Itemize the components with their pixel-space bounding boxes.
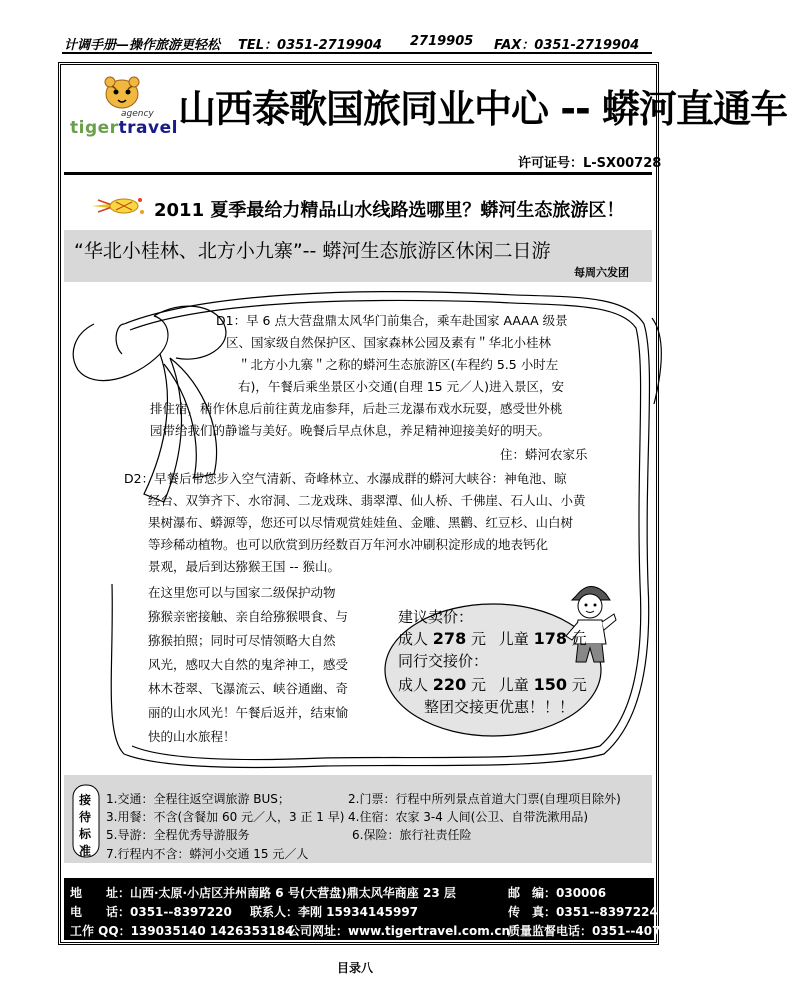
- inclusion-item-2: 2.门票：行程中所列景点首道大门票(自理项目除外): [348, 792, 621, 806]
- peer-price-label: 同行交接价：: [398, 652, 489, 670]
- itinerary-d1-line-6: 园带给我们的静谧与美好。晚餐后早点休息，养足精神迎接美好的明天。: [150, 423, 551, 438]
- inclusion-item-1: 1.交通：全程往返空调旅游 BUS；: [106, 792, 290, 806]
- header-fax: FAX：0351-2719904: [494, 38, 640, 53]
- itinerary-d1-stay: 住：蟒河农家乐: [500, 447, 588, 462]
- footer-phone: 电 话：0351--8397220: [70, 905, 232, 919]
- itinerary-d2-line-3: 果树瀑布、蟒源等，您还可以尽情观赏娃娃鱼、金雕、黑鹳、红豆杉、山白树: [148, 515, 574, 530]
- inclusion-item-7: 7.行程内不含：蟒河小交通 15 元／人: [106, 847, 309, 861]
- logo-travel: travel: [118, 118, 178, 138]
- itinerary-d2-line-7: 猕猴亲密接触、亲自给猕猴喂食、与: [148, 609, 349, 624]
- header-divider: [62, 52, 652, 54]
- peer-child-price: 150: [533, 675, 567, 694]
- retail-price-label: 建议卖价：: [398, 608, 474, 626]
- group-discount-note: 整团交接更优惠！！！: [424, 698, 575, 716]
- inclusions-label-char-1: 接: [79, 793, 92, 807]
- inclusions-label: [75, 789, 101, 859]
- footer-contact: 联系人：李刚 15934145997: [250, 905, 419, 919]
- itinerary-d2-line-12: 快的山水旅程！: [148, 729, 236, 744]
- itinerary-d1-line-5: 排住宿，稍作休息后前往黄龙庙参拜，后赴三龙瀑布戏水玩耍，感受世外桃: [150, 401, 563, 416]
- itinerary-d2-line-8: 猕猴拍照；同时可尽情领略大自然: [148, 633, 336, 648]
- footer-postcode: 邮 编：030006: [508, 886, 607, 900]
- itinerary-d2-line-10: 林木苍翠、飞瀑流云、峡谷通幽、奇: [148, 681, 349, 696]
- logo-tiger: tiger: [70, 118, 119, 138]
- itinerary-d2-line-2: 经台、双笋齐下、水帘洞、二龙戏珠、翡翠潭、仙人桥、千佛崖、石人山、小黄: [148, 493, 586, 508]
- header-slogan: 计调手册—操作旅游更轻松: [64, 38, 221, 53]
- itinerary-d1-line-2: 区、国家级自然保护区、国家森林公园及素有＂华北小桂林: [226, 335, 552, 350]
- inclusion-item-5: 5.导游：全程优秀导游服务: [106, 828, 250, 842]
- contact-footer: [64, 878, 694, 940]
- itinerary-d1-line-3: ＂北方小九寨＂之称的蟒河生态旅游区(车程约 5.5 小时左: [238, 357, 559, 372]
- license-number: 许可证号：L-SX00728: [518, 156, 662, 171]
- title-divider: [64, 172, 652, 175]
- departure-schedule: 每周六发团: [574, 266, 629, 279]
- logo-wordmark: [70, 118, 178, 138]
- top-header-bar: [62, 34, 652, 52]
- inclusion-item-4: 4.住宿：农家 3-4 人间(公卫、自带洗漱用品): [348, 810, 589, 824]
- footer-address: 地 址：山西·太原·小店区并州南路 6 号(大营盘)鼎太风华商座 23 层: [70, 886, 456, 900]
- tour-subtitle: “华北小桂林、北方小九寨”-- 蟒河生态旅游区休闲二日游: [74, 240, 551, 262]
- inclusions-label-char-2: 待: [79, 810, 92, 824]
- page-title: 山西泰歌国旅同业中心 -- 蟒河直通车: [178, 87, 787, 131]
- header-tel2: 2719905: [410, 34, 474, 49]
- peer-adult-unit: 元: [470, 676, 486, 694]
- footer-website[interactable]: 公司网址：www.tigertravel.com.cn: [288, 924, 511, 938]
- logo-agency-text: agency: [121, 109, 154, 119]
- inclusions-label-char-4: 准: [79, 844, 92, 858]
- peer-adult-label: 成人: [398, 676, 429, 694]
- itinerary-d2-line-1: D2：早餐后带您步入空气清新、奇峰林立、水瀑成群的蟒河大峡谷：神龟池、晾: [124, 471, 567, 486]
- header-tel: TEL：0351-2719904: [238, 38, 382, 53]
- itinerary-d2-line-6: 在这里您可以与国家二级保护动物: [148, 585, 336, 600]
- peer-child-label: 儿童: [498, 676, 529, 694]
- peer-price-line: [398, 674, 587, 695]
- retail-price-line: [398, 628, 587, 649]
- inclusions-label-char-3: 标: [79, 827, 92, 841]
- footer-qq: 工作 QQ：139035140 1426353184: [70, 924, 294, 938]
- cartoon-boy-icon: [562, 578, 618, 666]
- itinerary-d1-line-1: D1：早 6 点大营盘鼎太风华门前集合，乘车赴国家 AAAA 级景: [216, 313, 568, 328]
- peer-adult-price: 220: [432, 675, 467, 694]
- retail-child-unit: 元: [571, 630, 587, 648]
- retail-child-label: 儿童: [498, 630, 529, 648]
- itinerary-d2-line-11: 丽的山水风光！午餐后返并，结束愉: [148, 705, 349, 720]
- page-number: 目录八: [337, 961, 374, 975]
- retail-child-price: 178: [533, 629, 567, 648]
- inclusion-item-3: 3.用餐：不含(含餐加 60 元／人，3 正 1 早): [106, 810, 345, 824]
- retail-adult-price: 278: [432, 629, 467, 648]
- itinerary-d1-line-4: 右)，午餐后乘坐景区小交通(自理 15 元／人)进入景区，安: [238, 379, 564, 394]
- itinerary-d2-line-9: 风光，感叹大自然的鬼斧神工，感受: [148, 657, 349, 672]
- retail-adult-label: 成人: [398, 630, 429, 648]
- promo-banner: 2011 夏季最给力精品山水线路选哪里？蟒河生态旅游区！: [154, 200, 625, 221]
- retail-adult-unit: 元: [470, 630, 486, 648]
- footer-complaint-phone: 质量监督电话：0351--4070551: [508, 924, 694, 938]
- footer-fax: 传 真：0351--8397224: [508, 905, 658, 919]
- itinerary-d2-line-5: 景观，最后到达猕猴王国 -- 猴山。: [148, 559, 340, 574]
- peer-child-unit: 元: [571, 676, 587, 694]
- itinerary-d2-line-4: 等珍稀动植物。也可以欣赏到历经数百万年河水冲刷积淀形成的地表钙化: [148, 537, 549, 552]
- inclusion-item-6: 6.保险：旅行社责任险: [352, 828, 472, 842]
- firework-icon: [90, 194, 146, 218]
